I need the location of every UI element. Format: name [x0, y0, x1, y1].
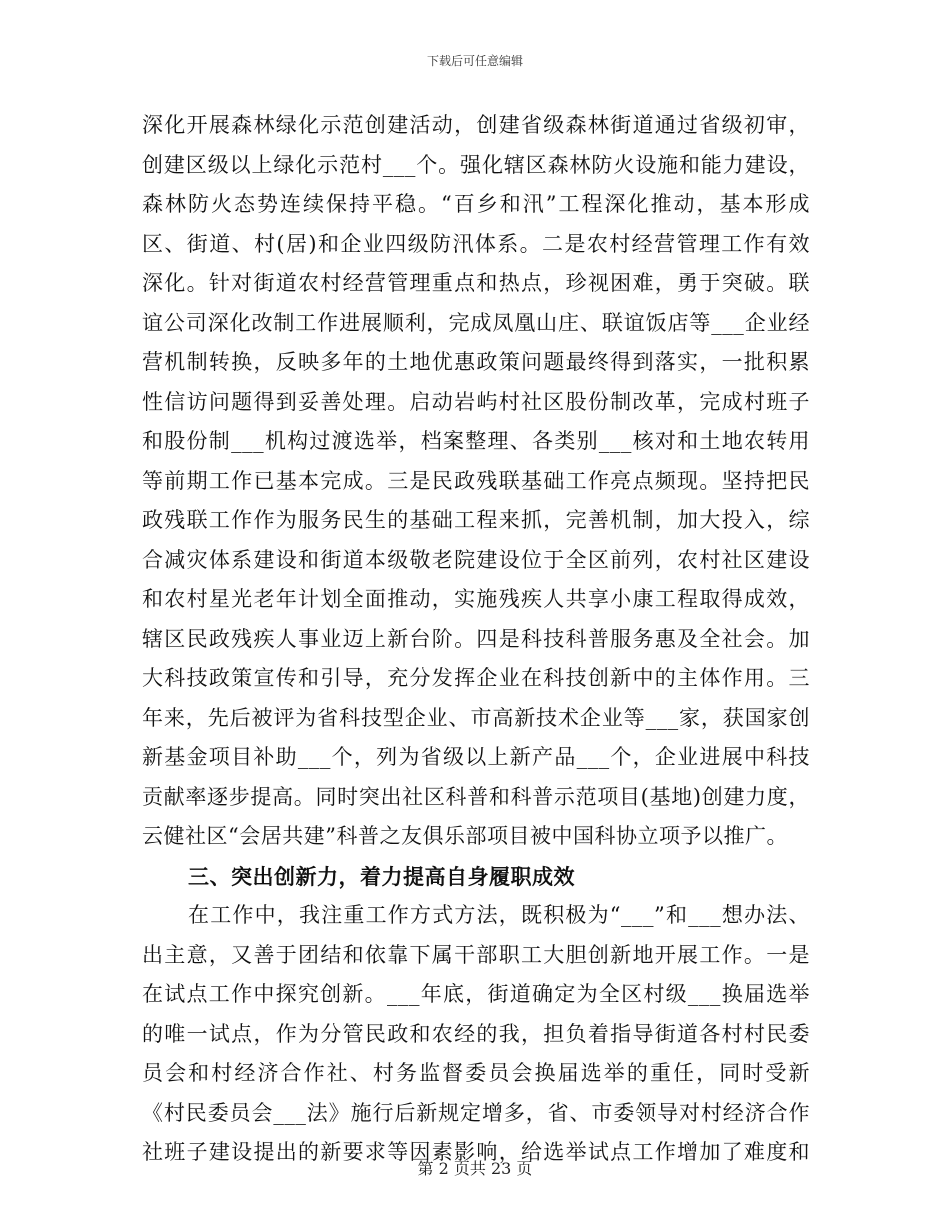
text-line: 的唯一试点，作为分管民政和农经的我，担负着指导街道各村村民委 [142, 1021, 810, 1046]
text-line: 森林防火态势连续保持平稳。“百乡和汛”工程深化推动，基本形成 [142, 192, 810, 216]
text-line: 深化。针对街道农村经营管理重点和热点，珍视困难，勇于突破。联 [142, 271, 810, 295]
text-line: 深化开展森林绿化示范创建活动，创建省级森林街道通过省级初审， [142, 113, 810, 137]
text-line: 大科技政策宣传和引导，充分发挥企业在科技创新中的主体作用。三 [142, 666, 810, 690]
text-line: 创建区级以上绿化示范村___个。强化辖区森林防火设施和能力建设， [142, 152, 810, 177]
text-line: 社班子建设提出的新要求等因素影响，给选举试点工作增加了难度和 [142, 1140, 810, 1164]
text-line: 和股份制___机构过渡选举，档案整理、各类别___核对和土地农转用 [142, 429, 810, 453]
text-line: 在工作中，我注重工作方式方法，既积极为“___”和___想办法、 [188, 903, 810, 927]
text-line: 谊公司深化改制工作进展顺利，完成凤凰山庄、联谊饭店等___企业经 [142, 310, 810, 335]
text-line: 新基金项目补助___个，列为省级以上新产品___个，企业进展中科技 [142, 745, 810, 769]
page-header: 下载后可任意编辑 [426, 54, 523, 68]
text-line: 《村民委员会___法》施行后新规定增多，省、市委领导对村经济合作 [142, 1100, 810, 1125]
text-line: 营机制转换，反映多年的土地优惠政策问题最终得到落实，一批积累 [142, 350, 810, 374]
text-line: 合减灾体系建设和街道本级敬老院建设位于全区前列，农村社区建设 [142, 547, 810, 572]
text-line: 年来，先后被评为省科技型企业、市高新技术企业等___家，获国家创 [142, 705, 810, 730]
text-line: 政残联工作作为服务民生的基础工程来抓，完善机制，加大投入，综 [142, 508, 810, 532]
text-line: 在试点工作中探究创新。___年底，街道确定为全区村级___换届选举 [142, 982, 810, 1006]
text-line: 等前期工作已基本完成。三是民政残联基础工作亮点频现。坚持把民 [142, 468, 810, 493]
text-line: 性信访问题得到妥善处理。启动岩屿村社区股份制改革，完成村班子 [142, 389, 810, 414]
document-body [142, 106, 810, 1173]
text-line: 员会和村经济合作社、村务监督委员会换届选举的重任，同时受新 [142, 1061, 810, 1085]
text-line: 区、街道、村(居)和企业四级防汛体系。二是农村经营管理工作有效 [142, 231, 810, 256]
text-line: 辖区民政残疾人事业迈上新台阶。四是科技科普服务惠及全社会。加 [142, 626, 810, 651]
section-heading: 三、突出创新力，着力提高自身履职成效 [188, 863, 575, 889]
text-line: 和农村星光老年计划全面推动，实施残疾人共享小康工程取得成效， [142, 587, 810, 611]
text-line: 贡献率逐步提高。同时突出社区科普和科普示范项目(基地)创建力度， [142, 784, 810, 809]
text-line: 云健社区“会居共建”科普之友俱乐部项目被中国科协立项予以推广。 [142, 824, 788, 848]
text-line: 出主意，又善于团结和依靠下属干部职工大胆创新地开展工作。一是 [142, 942, 810, 967]
page-footer: 第 2 页共 23 页 [417, 1159, 533, 1178]
